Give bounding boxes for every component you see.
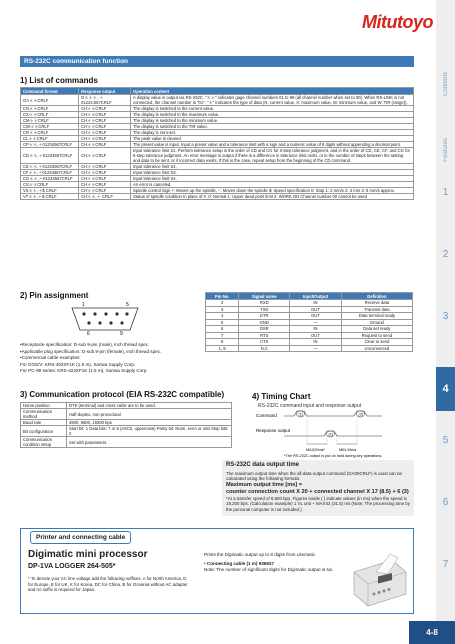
timing-footnote: *The RS-232C output is put on hold during key operations. bbox=[284, 454, 383, 458]
datatime-note: *At a transfer speed of 9,600 bps. Figures inside ( ) indicate values (in ms) when the speed is 19,200 bps. (Calculation example) 1 VL unit + MAX43 (31.5) ms (Note: The processing time by the personal computer is not included.) bbox=[226, 495, 410, 512]
sidebar-item-1[interactable]: 1 bbox=[442, 187, 449, 198]
pin-table bbox=[205, 292, 413, 352]
table-cell: Data terminal ready bbox=[341, 313, 412, 320]
table-cell: CH＊＊CRLF bbox=[79, 182, 131, 188]
sidebar-item-6[interactable]: 6 bbox=[442, 497, 449, 508]
table-cell: OUT bbox=[290, 306, 342, 313]
table-cell: CN＊＊CRLF bbox=[21, 106, 79, 112]
printer-model: DP-1VA LOGGER 264-505* bbox=[28, 563, 116, 570]
pin-note: For DOS/V: KRS-403XF1K (1.5 m), Sanwa Supply Corp. bbox=[20, 361, 136, 367]
table-cell: CE＊＊,＋01234567CRLF bbox=[21, 164, 79, 170]
table-cell: CH＊＊CRLF bbox=[79, 148, 131, 164]
table-cell: TXD bbox=[239, 306, 290, 313]
sidebar-item-contents[interactable] bbox=[436, 72, 455, 98]
sidebar-item-features[interactable] bbox=[436, 138, 455, 164]
datatime-title: RS-232C data output time bbox=[226, 462, 300, 468]
table-cell: CW＊＊CRLF bbox=[21, 124, 79, 130]
pin-label: 9 bbox=[120, 331, 123, 336]
pin-note: •Commercial cable examples: bbox=[20, 355, 81, 361]
table-cell: 4800, 9600, 19200 bps bbox=[67, 420, 232, 426]
table-cell: The preset value is input. Input a preset value and a tolerance limit with a sign and a numeric value of 8 digits without appending a decimal point. bbox=[131, 142, 414, 148]
table-cell: Ground bbox=[341, 319, 412, 326]
table-cell: Receive data bbox=[341, 300, 412, 307]
table-cell: CH＊＊CRLF bbox=[79, 176, 131, 182]
table-cell: 2 bbox=[206, 300, 239, 307]
table-header: Command format bbox=[21, 88, 79, 95]
table-cell: IN bbox=[290, 326, 342, 333]
table-cell: The display is switched to the TIR value. bbox=[131, 124, 414, 130]
printer-cable: • Connecting cable (1 m) 936937 bbox=[204, 561, 275, 567]
datatime-formula-title: Maximum output time [ms] = bbox=[226, 481, 302, 488]
pin-note: •Applicable plug specification: D-sub 9-pin (female), inch thread spec. bbox=[20, 348, 162, 354]
table-cell: The display is switched to the minimum value. bbox=[131, 118, 414, 124]
table-cell: Spindle control Sign +: Moves up the spindle, −: Moves down the spindle $: Speed specification 0: Stop 1: 2 mm/s 2: 4 mm 3: 8 mm/s approx. bbox=[131, 188, 414, 194]
section-title: RS-232C communication function bbox=[20, 56, 414, 67]
table-cell: The display is switched to the current value. bbox=[131, 106, 414, 112]
timing-chart bbox=[254, 408, 416, 458]
chapter-sidebar bbox=[436, 0, 455, 644]
pin-note: •Receptacle specification: D-sub 9-pin (male), inch thread spec. bbox=[20, 342, 150, 347]
dsub-connector-diagram bbox=[70, 302, 140, 336]
table-cell: Communication method bbox=[21, 409, 67, 420]
table-cell: CX＊＊CRLF bbox=[21, 112, 79, 118]
table-cell: Data set ready bbox=[341, 326, 412, 333]
pin-label: 1 bbox=[82, 302, 85, 308]
table-cell: CH＊＊CRLF bbox=[79, 188, 131, 194]
table-cell: RXD bbox=[239, 300, 290, 307]
table-cell: CH＊＊CRLF bbox=[79, 136, 131, 142]
table-cell: G＊＊＊, ＋01234.567CRLF bbox=[79, 95, 131, 106]
protocol-table bbox=[20, 402, 232, 448]
printer-image bbox=[348, 550, 410, 608]
table-cell: The peak value is cleared. bbox=[131, 136, 414, 142]
command-row bbox=[21, 194, 414, 200]
table-header: Signal name bbox=[239, 293, 290, 300]
sidebar-item-3[interactable]: 3 bbox=[442, 311, 449, 322]
table-cell: Request to send bbox=[341, 332, 412, 339]
table-cell: Input tolerance limit S1. Perform tolerance setup in the order of CD and CG for 3-step tolerance judgment, and in the order of CD, CE, CF, and CG for 5-step tolerance judgment. An error message is output if there is a difference in tolerance limit order, or in the number of steps between the setting and data to be sent, or if incorrect data exists. If this is the case, repeat setup from the beginning of the CD command. bbox=[131, 148, 414, 164]
table-cell: IN bbox=[290, 339, 342, 346]
table-header: Operation content bbox=[131, 88, 414, 95]
table-cell: An error is canceled. bbox=[131, 182, 414, 188]
sidebar-item-label: Features bbox=[442, 138, 449, 162]
table-cell: Start bit: 1 Data bits: 7 or 8 (ASCII, uppercase) Parity bit: None, even or odd Stop bits: 2 bbox=[67, 426, 232, 437]
table-cell: Unconnected bbox=[341, 345, 412, 352]
pin-note: For PC-98 series: KRS-423XF1K (1.5 m), Sanwa Supply Corp. bbox=[20, 368, 148, 374]
table-cell: CH＊＊CRLF bbox=[79, 170, 131, 176]
datatime-intro: The maximum output time when the all-data-output command (GA00CRLF) is used can be calculated using the following formula. bbox=[226, 470, 402, 482]
table-cell: Input tolerance limit S2. bbox=[131, 164, 414, 170]
table-cell: 4 bbox=[206, 313, 239, 320]
table-cell: 7 bbox=[206, 332, 239, 339]
table-cell: GA＊＊CRLF bbox=[21, 95, 79, 106]
protocol-heading: 3) Communication protocol (EIA RS-232C compatible) bbox=[20, 390, 225, 399]
printer-title: Digimatic mini processor bbox=[28, 549, 148, 560]
table-cell: N.C bbox=[239, 345, 290, 352]
table-cell: VT＊＊,＋$ CRLF bbox=[21, 194, 79, 200]
table-cell: Input tolerance limit S3. bbox=[131, 170, 414, 176]
sidebar-item-2[interactable]: 2 bbox=[442, 249, 449, 260]
table-cell: The display is zero-set. bbox=[131, 130, 414, 136]
datatime-formula: counter connection count X 20 + connected channel X 17 (8.5) + 6 (3) bbox=[226, 488, 409, 495]
pin-label: 6 bbox=[87, 331, 90, 336]
table-cell: CG＊＊,＋01234567CRLF bbox=[21, 176, 79, 182]
table-cell: CR＊＊CRLF bbox=[21, 130, 79, 136]
table-cell: CTS bbox=[239, 339, 290, 346]
printer-description bbox=[204, 552, 354, 574]
table-cell: CL＊＊CRLF bbox=[21, 136, 79, 142]
table-cell: CH＊＊CRLF bbox=[79, 118, 131, 124]
table-cell: CH＊＊CRLF bbox=[79, 164, 131, 170]
protocol-row bbox=[21, 409, 232, 420]
table-cell: CH＊＊CRLF bbox=[79, 142, 131, 148]
table-cell: CF＊＊,＋01234567CRLF bbox=[21, 170, 79, 176]
commands-table bbox=[20, 87, 414, 200]
brand-logo: Mitutoyo bbox=[362, 12, 433, 32]
table-cell: CH＊＊CRLF bbox=[79, 124, 131, 130]
table-cell: CP＊＊,＋01234567CRLF bbox=[21, 142, 79, 148]
table-cell: Home position bbox=[21, 403, 67, 409]
table-cell: CH＊＊,＋ CRLF bbox=[79, 194, 131, 200]
command-row bbox=[21, 95, 414, 106]
timing-label-c1: (1) bbox=[298, 412, 303, 417]
table-header: Definition bbox=[341, 293, 412, 300]
commands-heading: 1) List of commands bbox=[20, 76, 98, 85]
table-cell: Clear to send bbox=[341, 339, 412, 346]
sidebar-item-label: Contents bbox=[442, 72, 449, 97]
page-number: 4-8 bbox=[409, 621, 455, 644]
table-cell: Set with parameters. bbox=[67, 437, 232, 448]
table-cell: OUT bbox=[290, 313, 342, 320]
table-cell: DTE (terminal) and cross cable are to be used. bbox=[67, 403, 232, 409]
table-cell: Bit configuration bbox=[21, 426, 67, 437]
table-cell: Input tolerance limit S4. bbox=[131, 176, 414, 182]
table-cell: Half-duplex, non-procedural bbox=[67, 409, 232, 420]
timing-heading: 4) Timing Chart bbox=[252, 392, 311, 401]
table-cell: — bbox=[290, 345, 342, 352]
table-header: Response output bbox=[79, 88, 131, 95]
pin-label: 5 bbox=[126, 302, 129, 308]
table-cell: 6 bbox=[206, 326, 239, 333]
table-cell: GND bbox=[239, 319, 290, 326]
printer-note: * To denote your AC line voltage add the following suffixes. A for North America, D for Europe, E for UK, K for Korea, DC for China, B for Oceania without AC adapter and no suffix is required for Japan. bbox=[28, 576, 188, 593]
timing-label-response: Response output bbox=[256, 428, 291, 433]
table-cell: IN bbox=[290, 300, 342, 307]
table-cell: CD＊＊,＋01234567CRLF bbox=[21, 148, 79, 164]
data-output-time-box bbox=[222, 460, 414, 516]
table-header: Input/Output bbox=[290, 293, 342, 300]
table-cell: Transmit data bbox=[341, 306, 412, 313]
protocol-row bbox=[21, 426, 232, 437]
printer-cable-note: Note: The number of significant digits for Digimatic output is six. bbox=[204, 567, 334, 573]
table-cell: Communication condition setup bbox=[21, 437, 67, 448]
sidebar-item-4-active[interactable]: 4 bbox=[436, 367, 455, 411]
table-cell: CH＊＊CRLF bbox=[79, 106, 131, 112]
table-cell: The display is switched to the maximum value. bbox=[131, 112, 414, 118]
table-cell: CM＊＊CRLF bbox=[21, 118, 79, 124]
table-cell: 5 bbox=[206, 319, 239, 326]
printer-desc-text: Prints the Digimatic output up to 8 digits from Litematic. bbox=[204, 552, 317, 557]
table-cell: 3 bbox=[206, 306, 239, 313]
table-cell: CH＊＊CRLF bbox=[79, 112, 131, 118]
table-cell: 1, 9 bbox=[206, 345, 239, 352]
printer-tab: Printer and connecting cable bbox=[30, 531, 131, 544]
table-cell: DTR bbox=[239, 313, 290, 320]
table-cell: A display value is output via RS-232C. "＊＊" indicates gage channel numbers 01 to 99 (all channel number when set to 00). When RS-LINK is not connected, the channel number is "01". "＊" indicates the type of data (N: current value, X: maximum value, M: minimum value, and W: TIR (range)). bbox=[131, 95, 414, 106]
protocol-row bbox=[21, 437, 232, 448]
table-cell: Baud rate bbox=[21, 420, 67, 426]
timing-label-command: Command bbox=[256, 413, 277, 418]
pin-row bbox=[206, 345, 413, 352]
table-header: Pin No. bbox=[206, 293, 239, 300]
sidebar-item-5[interactable]: 5 bbox=[442, 435, 449, 446]
command-row bbox=[21, 148, 414, 164]
table-cell: CS＊＊CRLF bbox=[21, 182, 79, 188]
table-cell: Status of spindle condition In place of #, 0: Normal 1: Upper dead point limit 2: WORK ON Channel number 00 cannot be used bbox=[131, 194, 414, 200]
pin-heading: 2) Pin assignment bbox=[20, 291, 89, 300]
timing-label-min: MIN.10ms bbox=[339, 448, 357, 452]
table-cell: DSR bbox=[239, 326, 290, 333]
table-cell: OUT bbox=[290, 332, 342, 339]
table-cell: RTS bbox=[239, 332, 290, 339]
table-cell: VS＊＊,＋$ CRLF bbox=[21, 188, 79, 194]
timing-label-c2: (2) bbox=[328, 432, 333, 437]
table-cell: — bbox=[290, 319, 342, 326]
timing-label-c3: (3) bbox=[358, 412, 363, 417]
timing-label-max: MAX20ms* bbox=[306, 448, 325, 452]
table-cell: CH＊＊CRLF bbox=[79, 130, 131, 136]
timing-subtitle: RS-232C command input and response output bbox=[258, 403, 362, 409]
sidebar-item-7[interactable]: 7 bbox=[442, 559, 449, 570]
table-cell: 8 bbox=[206, 339, 239, 346]
